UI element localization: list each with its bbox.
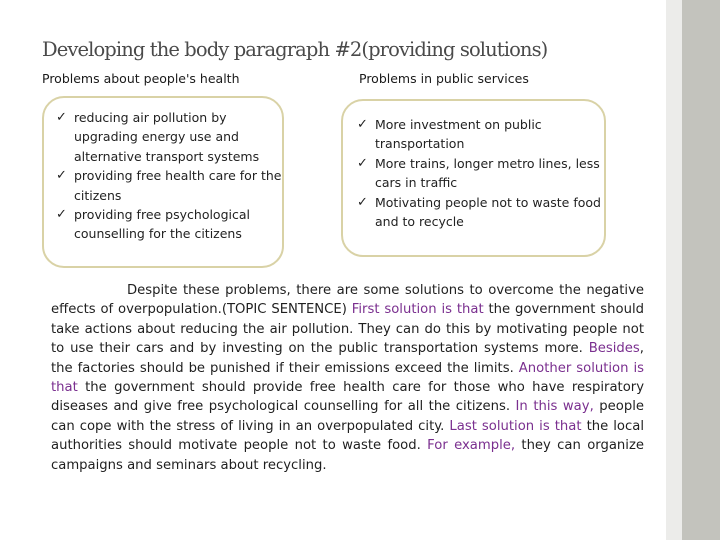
check-icon: ✓ (56, 207, 67, 223)
left-column-heading: Problems about people's health (42, 71, 240, 86)
check-icon: ✓ (56, 168, 67, 184)
check-icon: ✓ (357, 194, 368, 210)
list-item: ✓ More trains, longer metro lines, less cars in traffic (357, 155, 600, 191)
health-solutions-list (56, 108, 282, 244)
list-item: ✓ providing free health care for the citizens (56, 168, 282, 203)
side-stripe-light (666, 0, 682, 540)
public-services-list (357, 115, 601, 231)
right-column-heading: Problems in public services (359, 71, 529, 86)
topic-sentence-label: (TOPIC SENTENCE) (221, 302, 347, 318)
check-icon: ✓ (357, 117, 368, 132)
transition-last: Last solution is that (449, 418, 582, 434)
transition-another: Another solution is that (51, 360, 644, 396)
slide-title: Developing the body paragraph #2(providing solutions) (42, 38, 548, 61)
list-item: ✓ More investment on public transportation (357, 117, 542, 152)
body-paragraph: Despite these problems, there are some solutions to overcome the negative effects of overpopulation.(TOPIC SENTENCE) First solution is that the government should take actions about reducing the air pollution. They can do this by motivating people not to use their cars and by investing on the public transportation systems more. Besides, the factories should be punished if their emissions exceed the limits. Another solution is that the government should provide free health care for those who have respiratory diseases and give free psychological counselling for all the citizens. In this way, people can cope with the stress of living in an overpopulated city. Last solution is that the local authorities should motivate people not to waste food. For example, they can organize campaigns and seminars about recycling. (51, 283, 644, 473)
list-item: ✓ Motivating people not to waste food and to recycle (357, 194, 601, 230)
health-problems-box (42, 96, 284, 268)
list-item: ✓ providing free psychological counselling for the citizens (56, 207, 250, 242)
transition-for-example: For example, (427, 438, 516, 454)
list-item: ✓ reducing air pollution by upgrading energy use and alternative transport systems (56, 110, 260, 164)
check-icon: ✓ (357, 155, 368, 171)
side-stripe-dark (682, 0, 720, 540)
check-icon: ✓ (56, 110, 67, 125)
transition-besides: Besides (588, 341, 640, 357)
transition-in-this-way: In this way, (515, 399, 594, 415)
transition-first: First solution is that (351, 302, 484, 318)
public-services-box (341, 99, 606, 257)
